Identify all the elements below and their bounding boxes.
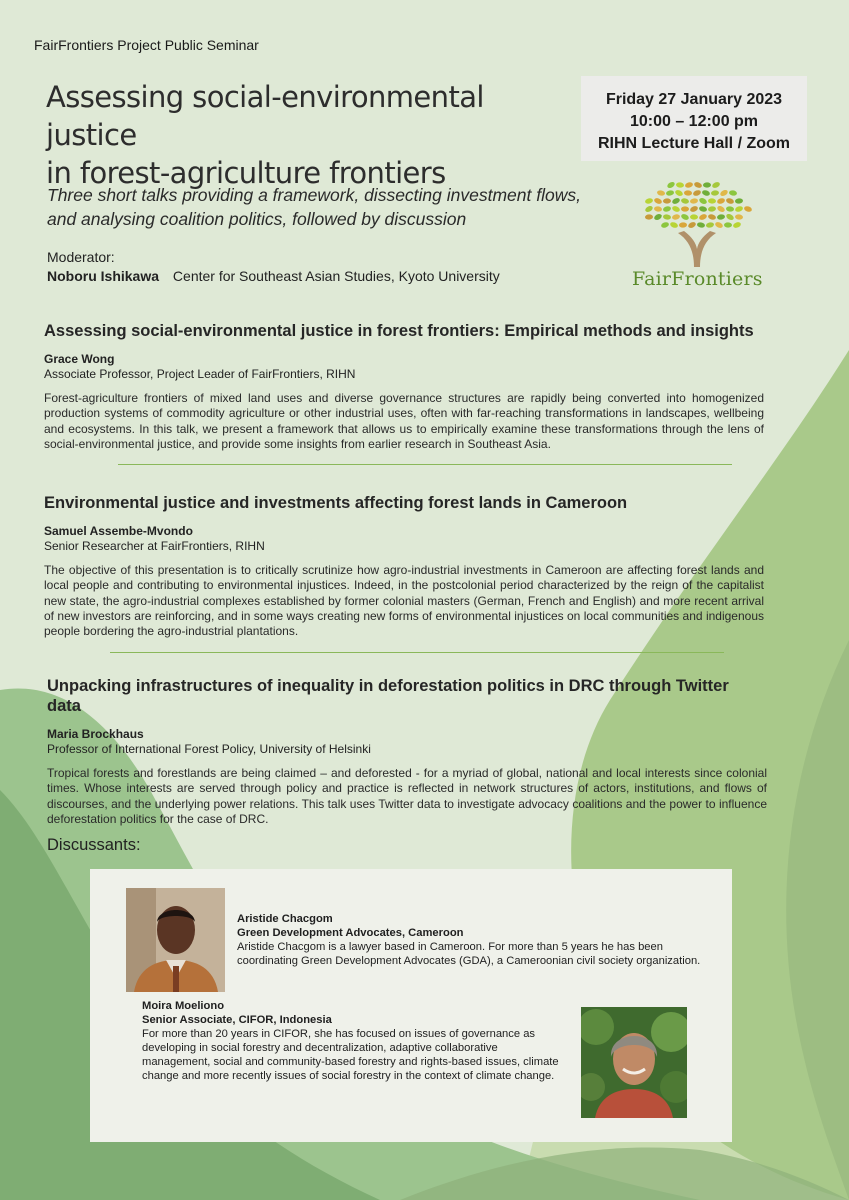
logo-leaf xyxy=(654,206,663,212)
logo-leaf xyxy=(662,206,671,213)
moderator-label: Moderator: xyxy=(47,249,115,265)
moderator-block xyxy=(47,248,500,286)
seminar-series-label: FairFrontiers Project Public Seminar xyxy=(34,37,259,53)
discussant-bio: For more than 20 years in CIFOR, she has focused on issues of governance as developing in social forestry and decentralization, adaptive collaborative management, social and community-based forestry and rights-based issues, climate change and more recently issues of social forestry in the context of climate change. xyxy=(142,1028,559,1082)
section-divider xyxy=(110,652,724,653)
talk-3 xyxy=(47,676,767,827)
title-line-2: in forest-agriculture frontiers xyxy=(46,156,446,190)
event-time: 10:00 – 12:00 pm xyxy=(629,113,759,130)
logo-leaf xyxy=(701,189,710,196)
logo-leaf xyxy=(725,197,734,204)
discussant-2 xyxy=(142,999,567,1083)
speaker-name: Grace Wong xyxy=(44,352,115,366)
logo-leaf xyxy=(734,205,743,212)
talk-1 xyxy=(44,321,764,452)
logo-leaf xyxy=(681,206,689,211)
discussant-organization: Green Development Advocates, Cameroon xyxy=(237,927,464,939)
logo-leaf xyxy=(698,197,707,205)
logo-leaf xyxy=(735,214,743,220)
logo-leaf xyxy=(671,205,680,213)
discussants-heading: Discussants: xyxy=(47,836,141,854)
event-info-box xyxy=(581,76,807,161)
logo-leaf xyxy=(714,221,723,229)
logo-leaf xyxy=(690,198,699,205)
moderator-name: Noboru Ishikawa xyxy=(47,268,160,284)
talk-abstract: The objective of this presentation is to critically scrutinize how agro-industrial investments in Cameroon are affecting forest lands and local people and contributing to environmental injustices. Indeed, in the postcolonial period characterized by the reign of the capitalist new state, the agro-industrial complexes established by former colonial masters (German, French and English) and more recent arrival of new investors are reinforcing, and in some ways creating new forms of environmental injustices on local communities and indigenous people bordering the agro-industrial plantations. xyxy=(44,563,764,639)
logo-leaf xyxy=(690,214,698,219)
section-divider xyxy=(118,464,732,465)
discussant-photo-moira xyxy=(581,1007,687,1118)
logo-wordmark: FairFrontiers xyxy=(632,268,763,290)
talk-2 xyxy=(44,493,764,639)
logo-leaf xyxy=(725,213,735,221)
moderator-affiliation: Center for Southeast Asian Studies, Kyoto University xyxy=(172,268,500,284)
logo-leaf xyxy=(663,198,671,203)
speaker-role: Professor of International Forest Policy, University of Helsinki xyxy=(47,742,371,756)
logo-leaf xyxy=(666,190,675,197)
speaker-role: Senior Researcher at FairFrontiers, RIHN xyxy=(44,539,265,553)
logo-leaf xyxy=(666,181,676,190)
talk-title: Environmental justice and investments affecting forest lands in Cameroon xyxy=(44,494,628,512)
logo-leaf xyxy=(684,181,693,188)
logo-leaf xyxy=(674,189,683,197)
logo-leaf xyxy=(716,197,725,205)
logo-leaf xyxy=(663,214,672,221)
logo-leaf xyxy=(689,205,698,213)
logo-leaf xyxy=(693,181,702,189)
talk-abstract: Tropical forests and forestlands are being claimed – and deforested - for a myriad of global, national and local interests since colonial times. Whose interests are served through policy and practice is reflected in network structures of actors, institutions, and flows of discourses, and the underlying power relations. This talk uses Twitter data to investigate advocacy coalitions and the power to influence deforestation politics for the case of DRC. xyxy=(47,766,767,826)
logo-leaf xyxy=(707,213,716,220)
logo-leaf xyxy=(645,214,653,220)
discussants-panel xyxy=(90,869,732,1142)
discussant-name: Aristide Chacgom xyxy=(237,913,333,925)
logo-leaf xyxy=(729,190,738,196)
logo-leaf xyxy=(726,206,734,212)
speaker-name: Samuel Assembe-Mvondo xyxy=(44,524,193,538)
talk-title: Assessing social-environmental justice in forest frontiers: Empirical methods and insights xyxy=(44,322,754,340)
logo-leaf xyxy=(711,190,719,196)
tree-logo-icon xyxy=(632,175,762,267)
page-title xyxy=(46,78,576,192)
talk-title: Unpacking infrastructures of inequality in deforestation politics in DRC through Twitter data xyxy=(47,677,729,715)
logo-leaf xyxy=(706,222,715,229)
logo-leaf xyxy=(653,197,662,205)
logo-leaf xyxy=(681,198,690,205)
logo-leaf xyxy=(672,214,681,221)
logo-leaf xyxy=(717,214,726,220)
talk-abstract: Forest-agriculture frontiers of mixed land uses and diverse governance structures are rapidly being converted into homogenized production systems of commodity agriculture or other industrial uses, often with far-reaching transformations in landscapes, wellbeing and ecosystems. In this talk, we present a framework that allows us to empirically examine these transformations through the lens of social-environmental justice, and provide some insights from earlier research in Southeast Asia. xyxy=(44,391,764,451)
logo-leaf xyxy=(698,206,707,213)
discussant-1 xyxy=(237,912,717,968)
speaker-role: Associate Professor, Project Leader of FairFrontiers, RIHN xyxy=(44,367,356,381)
logo-leaf xyxy=(697,222,706,229)
logo-leaf xyxy=(669,221,678,229)
logo-leaf xyxy=(711,181,720,189)
logo-leaf xyxy=(676,182,685,188)
logo-leaf xyxy=(735,198,743,204)
logo-leaf xyxy=(680,213,689,221)
event-venue: RIHN Lecture Hall / Zoom xyxy=(597,135,791,152)
discussant-organization: Senior Associate, CIFOR, Indonesia xyxy=(142,1014,332,1026)
discussant-bio: Aristide Chacgom is a lawyer based in Cameroon. For more than 5 years he has been coordinating Green Development Advocates (GDA), a Cameroonian civil society organization. xyxy=(237,941,701,967)
logo-leaf xyxy=(671,197,680,205)
logo-leaf xyxy=(716,205,726,213)
discussant-name: Moira Moeliono xyxy=(142,1000,225,1012)
fairfrontiers-logo xyxy=(632,175,762,295)
logo-leaf xyxy=(724,222,732,227)
logo-leaf xyxy=(703,182,711,187)
subtitle-line-1: Three short talks providing a framework, dissecting investment flows, xyxy=(47,185,581,205)
event-date: Friday 27 January 2023 xyxy=(605,91,783,108)
logo-leaf xyxy=(708,206,717,212)
seminar-subtitle xyxy=(47,183,607,231)
subtitle-line-2: and analysing coalition politics, followed by discussion xyxy=(47,209,467,229)
logo-leaf xyxy=(653,213,662,221)
logo-leaf xyxy=(719,189,729,197)
logo-leaf xyxy=(698,213,707,221)
logo-leaf xyxy=(743,205,752,213)
logo-leaf xyxy=(684,190,692,196)
title-line-1: Assessing social-environmental justice xyxy=(46,80,484,152)
logo-leaf xyxy=(687,221,696,229)
logo-leaf xyxy=(732,221,741,229)
logo-leaf xyxy=(644,205,654,213)
logo-leaf xyxy=(708,198,716,204)
discussant-photo-aristide xyxy=(126,888,225,992)
logo-leaf xyxy=(692,189,701,197)
logo-leaf xyxy=(679,222,687,228)
speaker-name: Maria Brockhaus xyxy=(47,727,144,741)
logo-leaf xyxy=(660,221,669,228)
logo-leaf xyxy=(657,190,666,197)
logo-leaf xyxy=(644,197,653,204)
